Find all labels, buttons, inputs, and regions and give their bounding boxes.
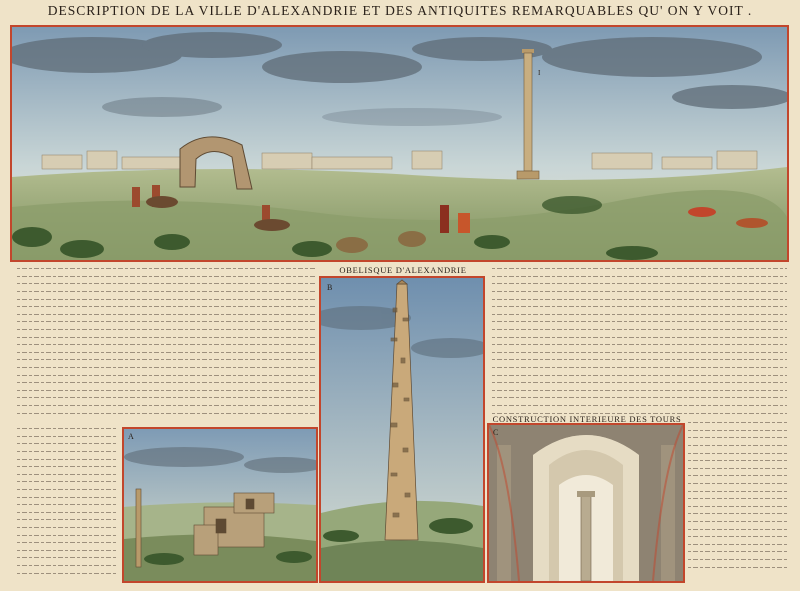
towers-caption: CONSTRUCTION INTERIEURE DES TOURS bbox=[492, 414, 682, 424]
obelisk-illustration bbox=[321, 278, 483, 581]
towers-marker: C bbox=[493, 428, 499, 437]
obelisk-marker: B bbox=[327, 283, 333, 292]
towers-panel bbox=[487, 423, 685, 583]
towers-illustration bbox=[489, 425, 683, 581]
panorama-illustration bbox=[12, 27, 787, 260]
palace-illustration bbox=[124, 429, 316, 581]
panorama-marker: I bbox=[538, 69, 541, 77]
main-title: DESCRIPTION DE LA VILLE D'ALEXANDRIE ET DES ANTIQUITES REMARQUABLES QU' ON Y VOIT . bbox=[47, 3, 753, 18]
description-text-left-lower bbox=[17, 426, 117, 586]
palace-marker: A bbox=[128, 432, 134, 441]
description-text-left bbox=[17, 266, 317, 424]
description-text-right bbox=[492, 266, 787, 418]
obelisk-panel bbox=[319, 276, 485, 583]
palace-panel bbox=[122, 427, 318, 583]
panorama-panel bbox=[10, 25, 789, 262]
obelisk-caption: OBELISQUE D'ALEXANDRIE bbox=[322, 265, 484, 275]
description-text-right-lower bbox=[688, 420, 788, 586]
